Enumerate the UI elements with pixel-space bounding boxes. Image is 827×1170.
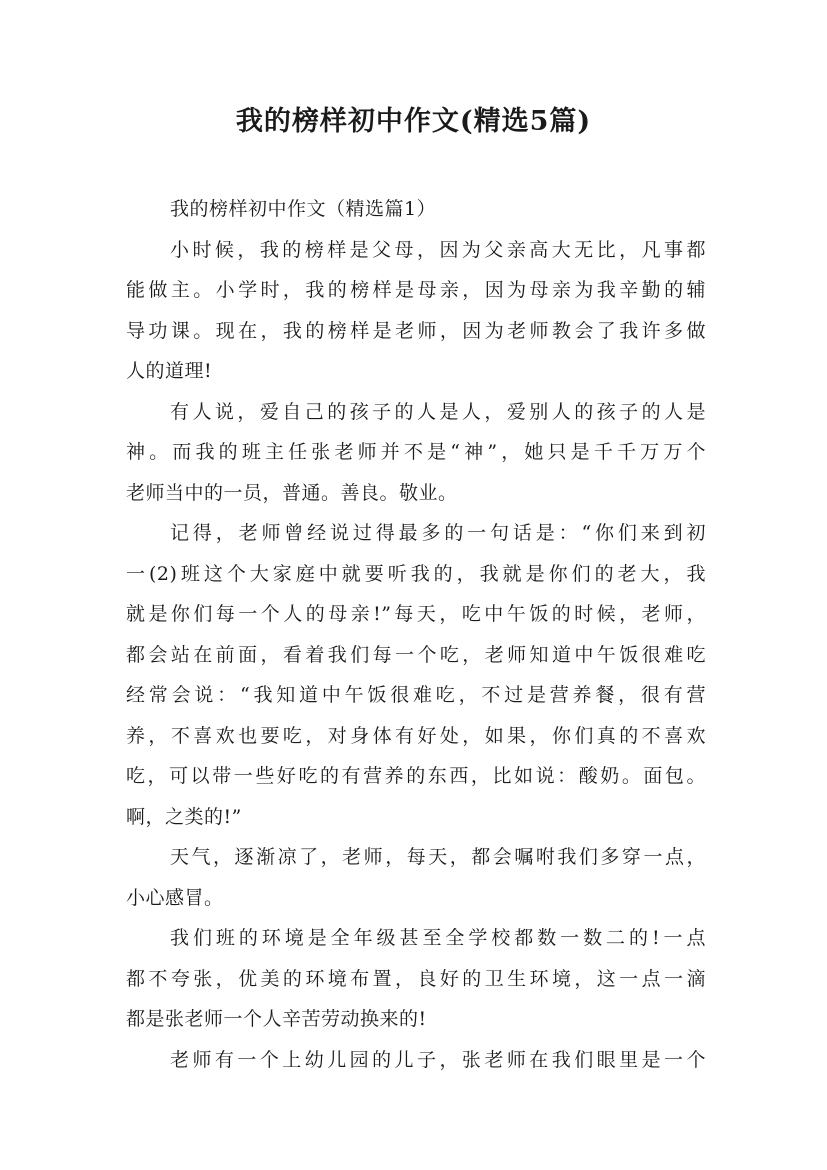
paragraph-line: 老师当中的一员，普通。善良。敬业。 <box>126 481 458 504</box>
paragraph-line: 导功课。现在，我的榜样是老师，因为老师教会了我许多做 <box>126 319 706 342</box>
paragraph-line: 天气，逐渐凉了，老师，每天，都会嘱咐我们多穿一点， <box>170 846 706 868</box>
paragraph-line: 吃，可以带一些好吃的有营养的东西，比如说：酸奶。面包。 <box>126 765 706 787</box>
paragraph-line: 都是张老师一个人辛苦劳动换来的! <box>126 1008 427 1030</box>
document-title: 我的榜样初中作文(精选5篇) <box>235 106 592 137</box>
paragraph-line: 人的道理! <box>126 360 213 382</box>
paragraph-line: 神。而我的班主任张老师并不是“神”，她只是千千万万个 <box>126 441 706 463</box>
document-body <box>126 189 706 1080</box>
paragraph-line: 我的榜样初中作文（精选篇1） <box>170 198 437 220</box>
paragraph-line: 都会站在前面，看着我们每一个吃，老师知道中午饭很难吃 <box>126 643 706 666</box>
paragraph-line: 有人说，爱自己的孩子的人是人，爱别人的孩子的人是 <box>170 400 706 423</box>
paragraph-line: 老师有一个上幼儿园的儿子，张老师在我们眼里是一个 <box>170 1048 706 1071</box>
paragraph-line: 小时候，我的榜样是父母，因为父亲高大无比，凡事都 <box>170 238 706 261</box>
paragraph-line: 啊，之类的!” <box>126 805 242 828</box>
paragraph-line: 小心感冒。 <box>126 886 224 909</box>
paragraph-line: 一(2)班这个大家庭中就要听我的，我就是你们的老大，我 <box>126 562 706 585</box>
paragraph-line: 养，不喜欢也要吃，对身体有好处，如果，你们真的不喜欢 <box>126 724 706 747</box>
paragraph-line: 记得，老师曾经说过得最多的一句话是：“你们来到初 <box>170 522 706 544</box>
paragraph-line: 我们班的环境是全年级甚至全学校都数一数二的!一点 <box>170 927 706 949</box>
paragraph-line: 能做主。小学时，我的榜样是母亲，因为母亲为我辛勤的辅 <box>126 279 706 301</box>
paragraph-line: 就是你们每一个人的母亲!”每天，吃中午饭的时候，老师， <box>126 603 706 625</box>
paragraph-line: 都不夸张，优美的环境布置，良好的卫生环境，这一点一滴 <box>126 967 706 990</box>
paragraph-line: 经常会说：“我知道中午饭很难吃，不过是营养餐，很有营 <box>126 684 706 706</box>
